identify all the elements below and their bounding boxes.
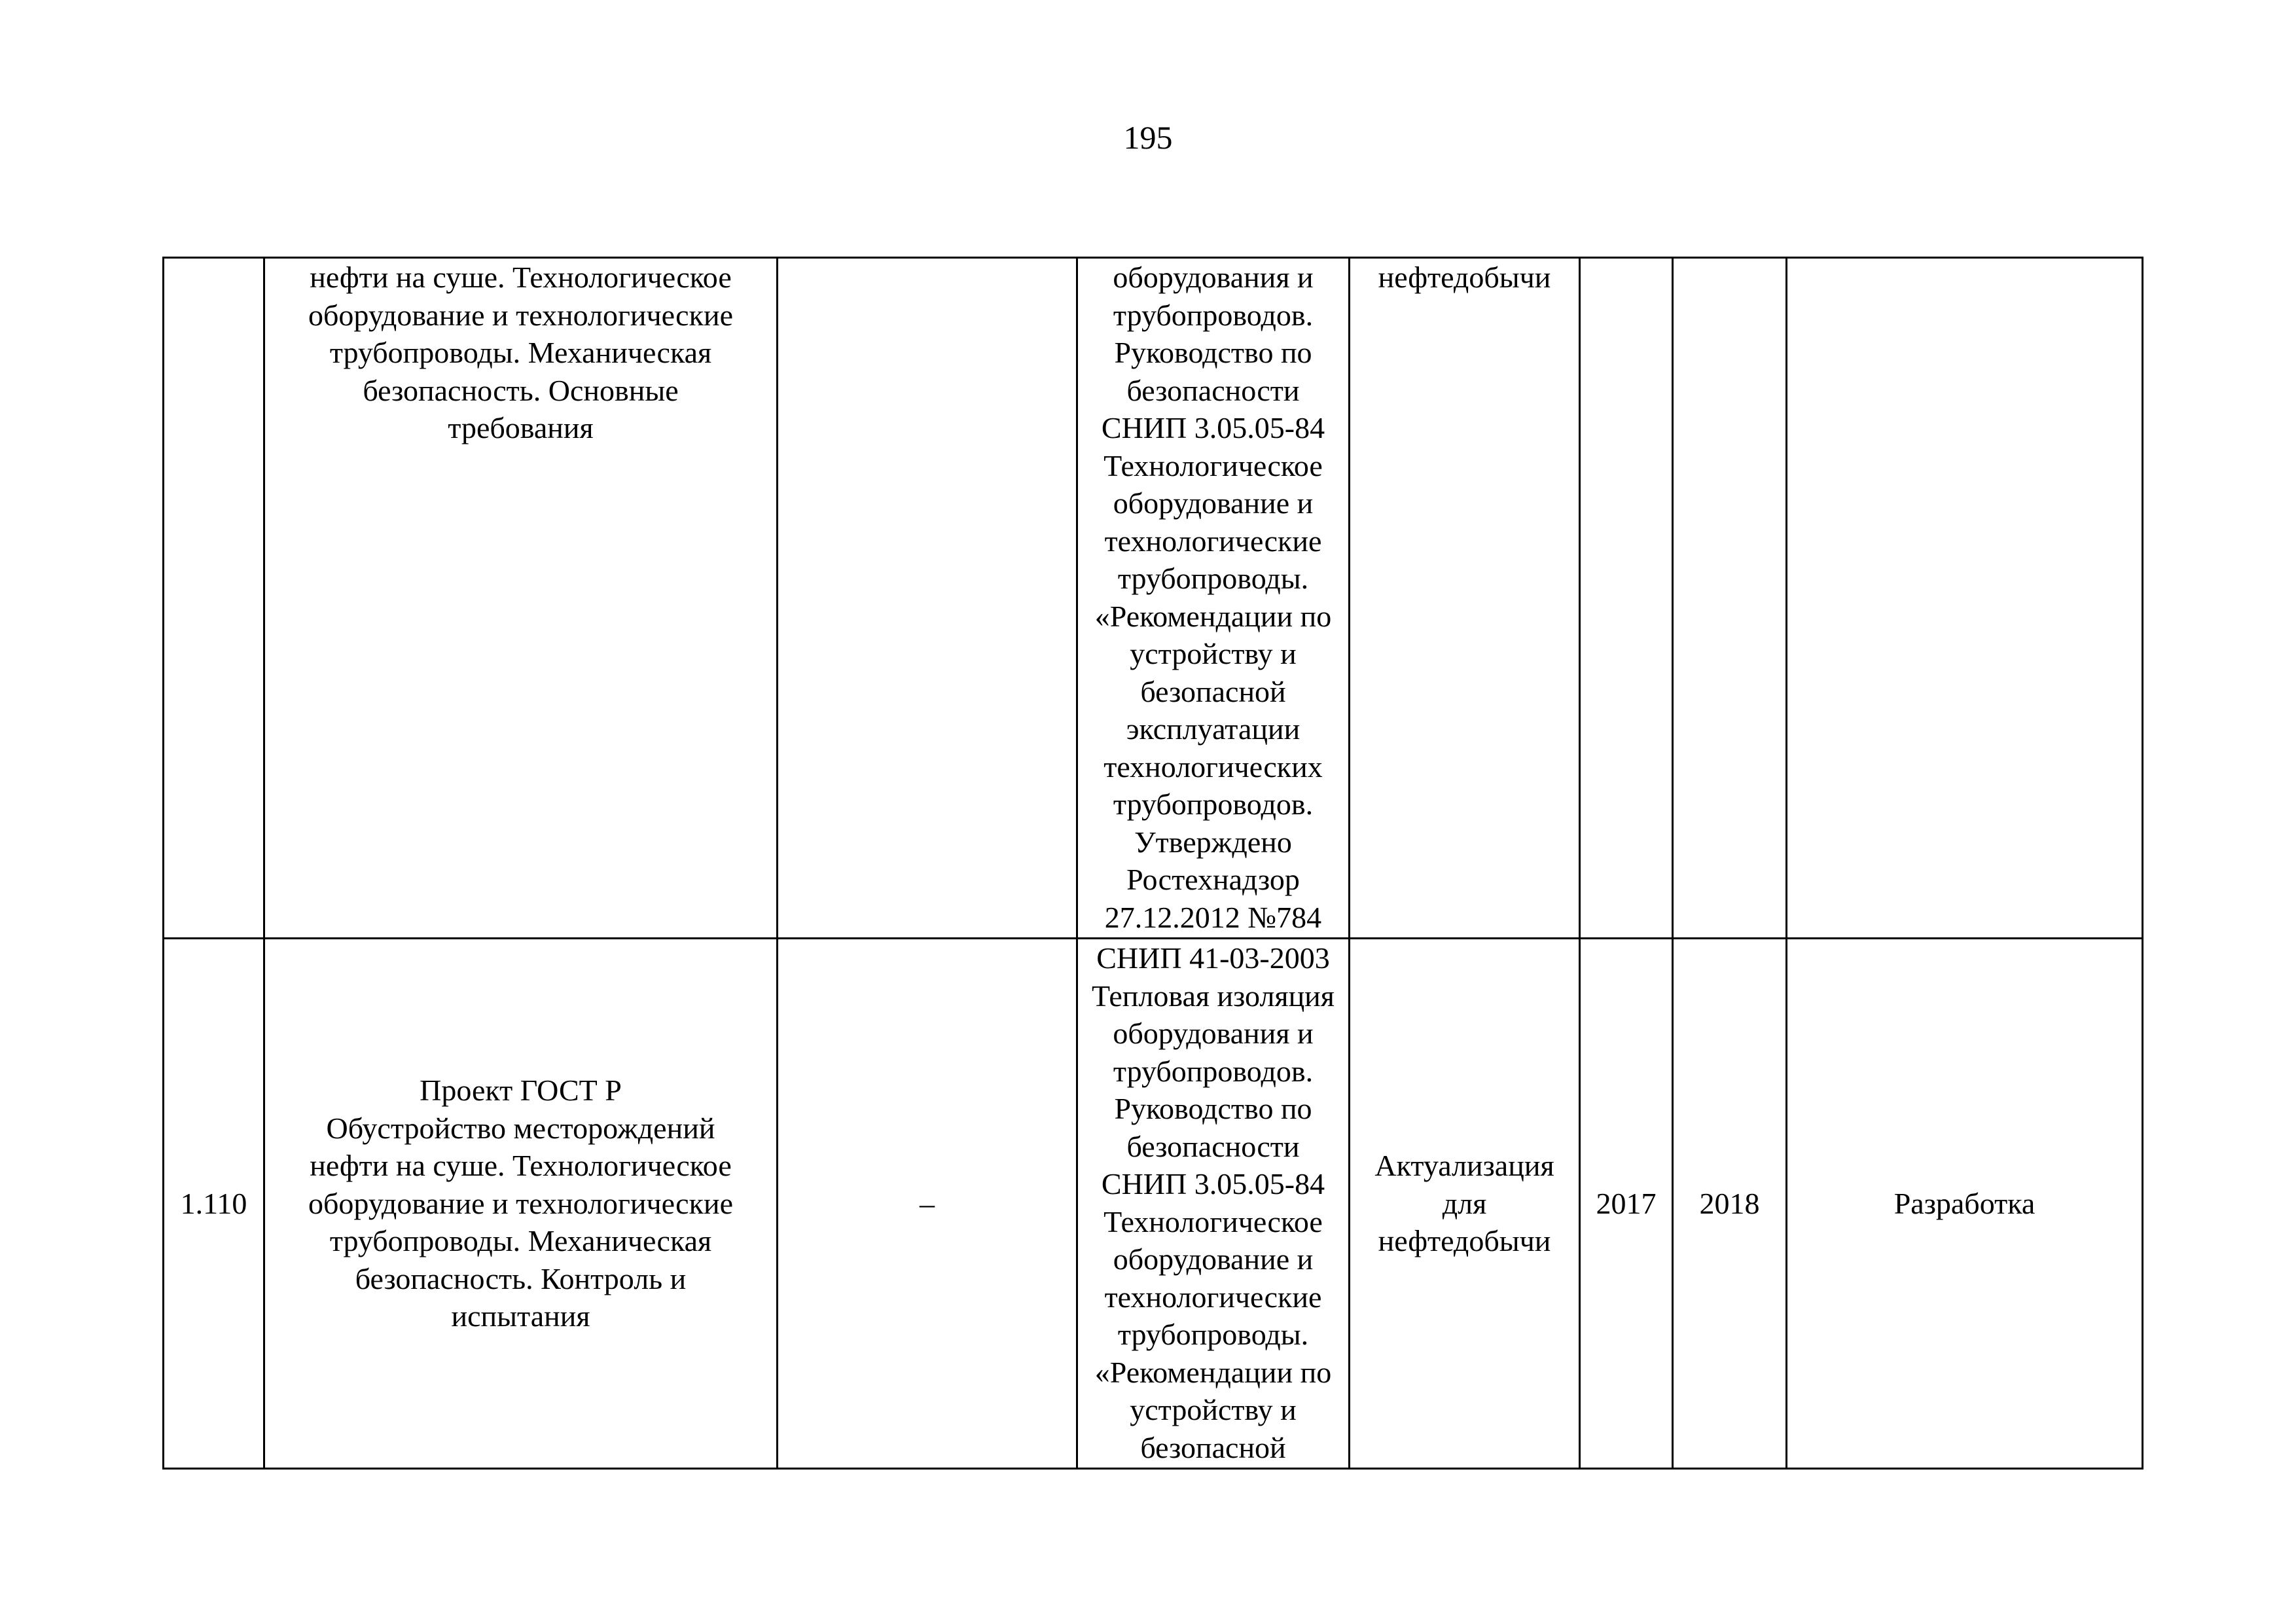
title-line: оборудование и технологические [308,1186,733,1220]
work-type-cell [1787,258,2143,939]
basis-line: Утверждено [1134,825,1292,859]
basis-line: «Рекомендации по [1094,599,1332,633]
title-line: безопасность. Контроль и [355,1261,687,1295]
basis-line: оборудование и [1113,1242,1314,1276]
basis-cell [1077,258,1350,939]
end-year-cell: 2018 [1673,939,1787,1469]
harmonization-cell [778,939,1077,1469]
basis-line: СНИП 41-03-2003 [1096,941,1330,975]
goal-line: для [1442,1186,1487,1220]
basis-line: оборудования и [1113,261,1314,294]
page-number: 195 [1123,119,1173,156]
basis-line: технологические [1104,524,1322,558]
basis-line: оборудования и [1113,1017,1314,1050]
basis-line: технологические [1104,1280,1322,1314]
basis-line: трубопроводов. [1113,298,1314,332]
basis-line: эксплуатации [1126,712,1300,746]
title-line: Обустройство месторождений [326,1111,715,1145]
row-number-cell: 1.110 [164,939,264,1469]
title-cell [264,258,778,939]
title-line: оборудование и технологические [308,298,733,332]
start-year-cell: 2017 [1580,939,1673,1469]
goal-line: нефтедобычи [1378,1224,1551,1258]
basis-line: Руководство по [1114,336,1312,369]
basis-cell [1077,939,1350,1469]
title-line: нефти на суше. Технологическое [310,261,732,294]
table-row [164,258,2143,939]
basis-line: безопасности [1126,373,1300,407]
start-year-cell [1580,258,1673,939]
basis-line: трубопроводы. [1117,562,1309,595]
row-number-cell [164,258,264,939]
goal-line: нефтедобычи [1378,261,1551,294]
basis-line: устройству и [1130,637,1297,670]
basis-line: 27.12.2012 №784 [1104,900,1322,934]
harmonization-cell [778,258,1077,939]
title-line: безопасность. Основные [363,373,679,407]
title-cell [264,939,778,1469]
basis-line: Ростехнадзор [1126,863,1300,896]
basis-line: трубопроводов. [1113,787,1314,821]
basis-line: СНИП 3.05.05-84 [1101,1167,1325,1200]
goal-line: Актуализация [1374,1149,1554,1183]
title-line: испытания [451,1299,590,1333]
basis-line: оборудование и [1113,486,1314,520]
basis-line: устройству и [1130,1393,1297,1426]
goal-cell [1350,939,1580,1469]
end-year-cell [1673,258,1787,939]
basis-line: безопасной [1140,674,1286,708]
standards-table [162,257,2144,1470]
title-line: нефти на суше. Технологическое [310,1149,732,1183]
basis-line: безопасной [1140,1430,1286,1464]
title-line: требования [448,411,594,444]
work-type-cell: Разработка [1787,939,2143,1469]
basis-line: Технологическое [1103,448,1323,482]
basis-line: Руководство по [1114,1092,1312,1125]
goal-cell [1350,258,1580,939]
basis-line: безопасности [1126,1129,1300,1163]
table-row [164,939,2143,1469]
basis-line: трубопроводов. [1113,1054,1314,1088]
basis-line: Технологическое [1103,1204,1323,1238]
title-line: трубопроводы. Механическая [329,1224,712,1258]
basis-line: «Рекомендации по [1094,1355,1332,1389]
title-line: трубопроводы. Механическая [329,336,712,369]
basis-line: СНИП 3.05.05-84 [1101,411,1325,444]
title-line: Проект ГОСТ Р [420,1074,622,1108]
basis-line: трубопроводы. [1117,1318,1309,1351]
dash-value: – [920,1186,935,1220]
basis-line: Тепловая изоляция [1092,979,1335,1013]
basis-line: технологических [1103,749,1323,784]
